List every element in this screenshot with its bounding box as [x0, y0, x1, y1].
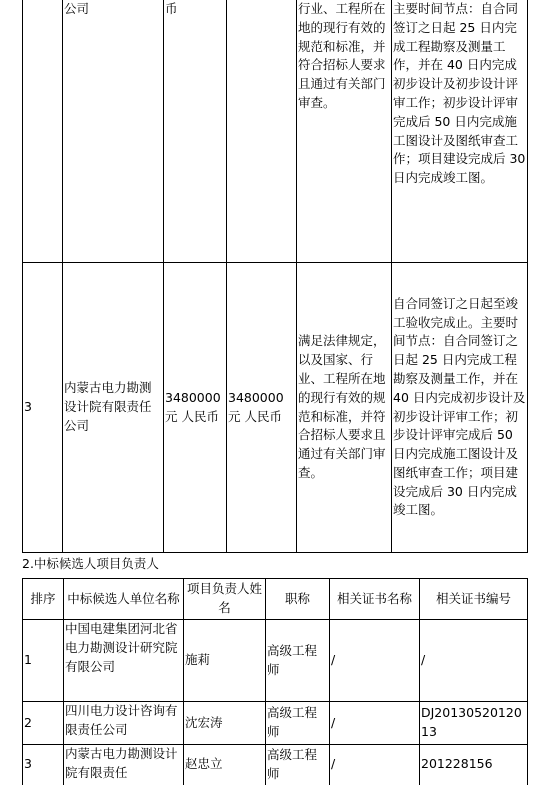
- unit-cell: 公司: [63, 0, 164, 263]
- header-cert-number: 相关证书编号: [420, 579, 528, 620]
- eval-price-cell: 3480000 元 人民币: [227, 263, 297, 553]
- header-title: 职称: [266, 579, 330, 620]
- requirements-cell: 满足法律规定，以及国家、行业、工程所在地的现行有效的规范和标准，并符合招标人要求且通过有关部门审查。: [297, 263, 392, 553]
- unit-cell: 内蒙古电力勘测设计院有限责任公司: [63, 263, 164, 553]
- table-row: [23, 745, 528, 785]
- leader-cell: 沈宏涛: [184, 702, 266, 745]
- title-cell: 高级工程师: [266, 702, 330, 745]
- cert-name-cell: /: [330, 745, 420, 785]
- rank-cell: 2: [23, 702, 64, 745]
- table-row: [23, 263, 528, 553]
- header-leader-name: 项目负责人姓名: [184, 579, 266, 620]
- eval-price-cell: [227, 0, 297, 263]
- table-row: [23, 702, 528, 745]
- bid-price-cell: 币: [164, 0, 227, 263]
- rank-cell: 3: [23, 263, 63, 553]
- cert-number-cell: 201228156: [420, 745, 528, 785]
- requirements-cell: 行业、工程所在地的现行有效的规范和标准，并符合招标人要求且通过有关部门审查。: [297, 0, 392, 263]
- section-title: 2.中标候选人项目负责人: [22, 556, 159, 571]
- unit-cell: 中国电建集团河北省电力勘测设计研究院有限公司: [64, 620, 184, 702]
- cert-name-cell: /: [330, 620, 420, 702]
- cert-number-cell: DJ2013052012013: [420, 702, 528, 745]
- schedule-cell: 自合同签订之日起至竣工验收完成止。主要时间节点：自合同签订之日起 25 日内完成工程勘察及测量工作，并在 40 日内完成初步设计及初步设计评审工作；初步设计评审完成后 50 日内完成施工图设计及图纸审查工作；项目建设完成后 30 日内完成竣工图。: [392, 263, 528, 553]
- rank-cell: 3: [23, 745, 64, 785]
- rank-cell: 1: [23, 620, 64, 702]
- header-cert-name: 相关证书名称: [330, 579, 420, 620]
- schedule-cell: 主要时间节点：自合同签订之日起 25 日内完成工程勘察及测量工作，并在 40 日内完成初步设计及初步设计评审工作；初步设计评审完成后 50 日内完成施工图设计及图纸审查工作；项目建设完成后 30 日内完成竣工图。: [392, 0, 528, 263]
- bid-price-cell: 3480000 元 人民币: [164, 263, 227, 553]
- header-rank: 排序: [23, 579, 64, 620]
- unit-cell: 四川电力设计咨询有限责任公司: [64, 702, 184, 745]
- title-cell: 高级工程师: [266, 620, 330, 702]
- table-header-row: [23, 579, 528, 620]
- leader-cell: 赵忠立: [184, 745, 266, 785]
- rank-cell: [23, 0, 63, 263]
- project-leader-table: [22, 578, 528, 785]
- cert-number-cell: /: [420, 620, 528, 702]
- candidate-table-continued: [22, 0, 528, 553]
- header-unit-name: 中标候选人单位名称: [64, 579, 184, 620]
- table-row: [23, 620, 528, 702]
- title-cell: 高级工程师: [266, 745, 330, 785]
- cert-name-cell: /: [330, 702, 420, 745]
- unit-cell: 内蒙古电力勘测设计院有限责任: [64, 745, 184, 785]
- table-row: [23, 0, 528, 263]
- leader-cell: 施莉: [184, 620, 266, 702]
